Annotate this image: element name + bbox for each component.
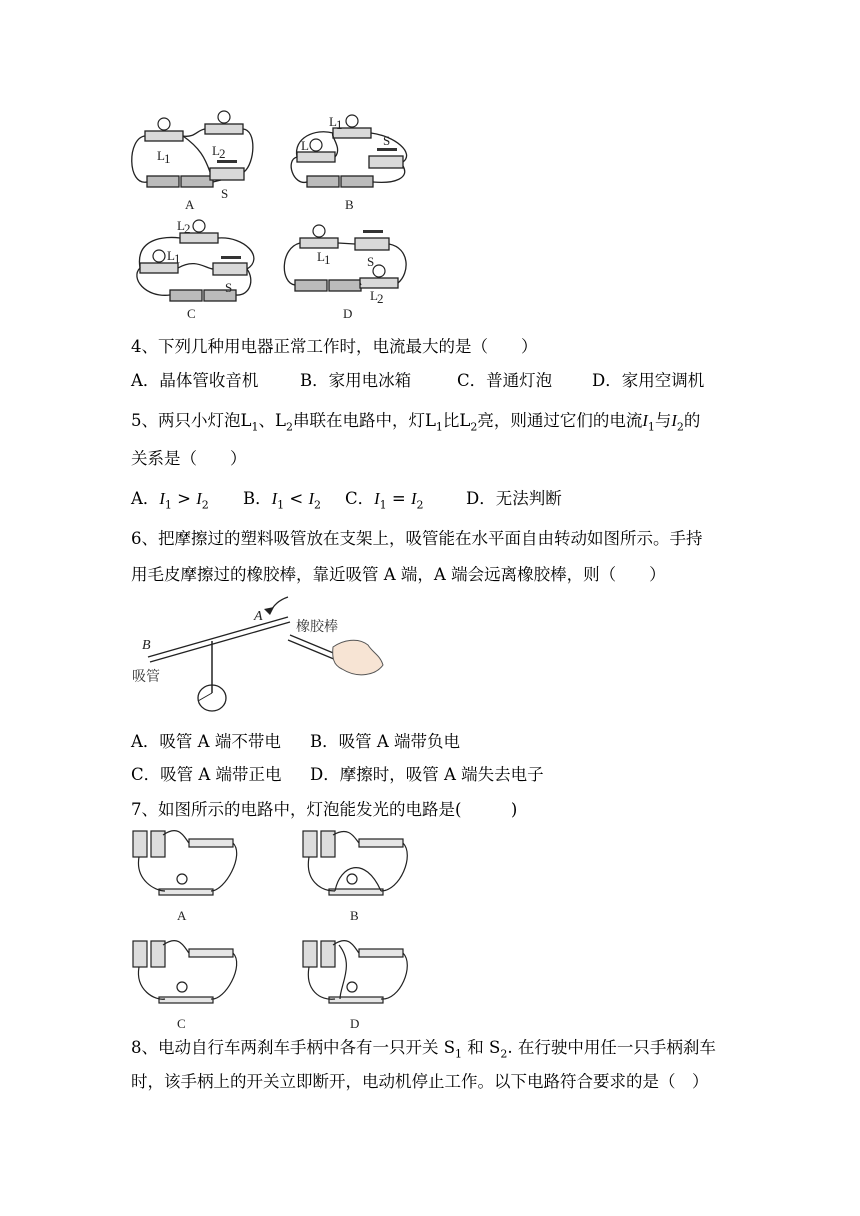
fig3-label-d: D: [343, 306, 353, 321]
fig3-label-b: B: [345, 197, 354, 212]
svg-text:S: S: [383, 133, 391, 148]
fig7-label-b: B: [350, 908, 359, 923]
q4-option-b: B．家用电冰箱: [300, 371, 412, 390]
svg-text:1: 1: [324, 252, 331, 267]
svg-text:2: 2: [184, 221, 191, 236]
svg-text:L: L: [301, 138, 309, 153]
svg-text:1: 1: [336, 117, 343, 132]
svg-text:L: L: [329, 114, 337, 129]
q6-option-b: B．吸管 A 端带负电: [310, 732, 461, 751]
q4-option-a: A．晶体管收音机: [131, 371, 259, 390]
svg-text:L: L: [177, 218, 185, 233]
q6-stem-line1: 6、把摩擦过的塑料吸管放在支架上，吸管能在水平面自由转动如图所示。手持: [131, 529, 703, 548]
q5-stem-line1: 5、两只小灯泡$L_1$、$L_2$串联在电路中，灯$L_1$比$L_2$亮，则通过它们的电流$I_1$与$I_2$的: [131, 411, 701, 434]
svg-text:L: L: [157, 148, 165, 163]
fig7-label-c: C: [177, 1016, 186, 1031]
fig6-label-straw: 吸管: [132, 668, 160, 684]
q4-option-c: C．普通灯泡: [457, 371, 553, 390]
straw-figure-q6: [128, 595, 388, 715]
q5-stem-line2: 关系是（ ）: [131, 449, 247, 468]
fig6-label-rod: 橡胶棒: [296, 618, 338, 634]
q5-option-b: B．$I_1 < I_2$: [243, 489, 321, 512]
svg-text:L: L: [212, 143, 220, 158]
svg-text:1: 1: [164, 151, 171, 166]
svg-text:2: 2: [219, 146, 226, 161]
fig3-label-a: A: [185, 197, 195, 212]
svg-text:L: L: [317, 249, 325, 264]
fig6-label-a: A: [254, 609, 263, 624]
q6-option-c: C．吸管 A 端带正电: [131, 765, 282, 784]
svg-text:1: 1: [174, 251, 181, 266]
fig7-label-d: D: [350, 1016, 360, 1031]
circuit-figure-q7: [125, 825, 425, 1035]
q5-option-d: D．无法判断: [466, 489, 562, 508]
q8-stem-line2: 时，该手柄上的开关立即断开，电动机停止工作。以下电路符合要求的是（ ）: [131, 1072, 709, 1091]
q5-option-a: A．$I_1 > I_2$: [131, 489, 209, 512]
q6-option-d: D．摩擦时，吸管 A 端失去电子: [310, 765, 544, 784]
svg-text:L: L: [167, 248, 175, 263]
q6-option-a: A．吸管 A 端不带电: [131, 732, 281, 751]
svg-text:S: S: [367, 254, 375, 269]
svg-text:S: S: [225, 280, 233, 295]
q7-stem: 7、如图所示的电路中，灯泡能发光的电路是( ): [131, 800, 518, 819]
q8-stem-line1: 8、电动自行车两刹车手柄中各有一只开关 $S_1$ 和 $S_2$. 在行驶中用任一只手柄刹车: [131, 1038, 716, 1061]
svg-text:S: S: [221, 186, 229, 201]
q4-stem: 4、下列几种用电器正常工作时，电流最大的是（ ）: [131, 337, 538, 356]
fig7-label-a: A: [177, 908, 187, 923]
q4-option-d: D．家用空调机: [592, 371, 705, 390]
q5-option-c: C．$I_1 = I_2$: [345, 489, 424, 512]
q6-stem-line2: 用毛皮摩擦过的橡胶棒，靠近吸管 A 端，A 端会远离橡胶棒，则（ ）: [131, 565, 666, 584]
svg-text:L: L: [370, 288, 378, 303]
circuit-figure-q3: [125, 108, 415, 328]
fig3-label-c: C: [187, 306, 196, 321]
svg-text:2: 2: [377, 291, 384, 306]
fig6-label-b: B: [142, 638, 151, 653]
